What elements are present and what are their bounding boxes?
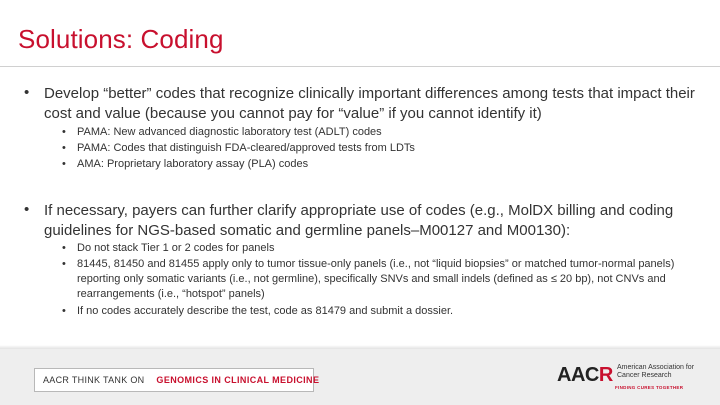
bullet-marker: • bbox=[24, 201, 30, 218]
bullet-marker: • bbox=[24, 84, 30, 101]
sub-bullet-text: PAMA: Codes that distinguish FDA-cleared/approved tests from LDTs bbox=[77, 142, 415, 154]
logo-mark-text: AAC bbox=[557, 364, 599, 386]
sub-bullet-marker: • bbox=[62, 258, 66, 270]
banner-right-text: GENOMICS IN CLINICAL MEDICINE bbox=[156, 375, 320, 385]
sub-bullet-text: 81445, 81450 and 81455 apply only to tumor tissue-only panels (i.e., not “liquid biopsies” or matched tumor-normal panels) reporting only somatic variants (i.e., not germline), specifically SNVs and small indels (defined as ≤ 20 bp), not CNVs and rearrangements (i.e., “hotspot” panels) bbox=[77, 258, 675, 300]
logo-tagline: FINDING CURES TOGETHER bbox=[615, 385, 684, 390]
aacr-logo-mark bbox=[557, 364, 613, 387]
sub-bullet-text: If no codes accurately describe the test, code as 81479 and submit a dossier. bbox=[77, 305, 454, 317]
sub-bullet-marker: • bbox=[62, 142, 66, 154]
think-tank-banner bbox=[34, 368, 320, 392]
aacr-logo bbox=[557, 360, 707, 396]
banner-left-text: AACR THINK TANK ON bbox=[43, 375, 145, 385]
sub-bullet-marker: • bbox=[62, 305, 66, 317]
sub-bullet-text: Do not stack Tier 1 or 2 codes for panels bbox=[77, 242, 275, 254]
sub-bullet-marker: • bbox=[62, 126, 66, 138]
title-divider bbox=[0, 66, 720, 67]
logo-organization-name: American Association for Cancer Research bbox=[617, 364, 695, 379]
sub-bullet-text: PAMA: New advanced diagnostic laboratory test (ADLT) codes bbox=[77, 126, 382, 138]
sub-bullet-text: AMA: Proprietary laboratory assay (PLA) codes bbox=[77, 158, 309, 170]
bullet-text: If necessary, payers can further clarify appropriate use of codes (e.g., MolDX billing and coding guidelines for NGS-based somatic and germline panels–M00127 and M00130): bbox=[44, 202, 674, 239]
slide-title: Solutions: Coding bbox=[18, 24, 224, 54]
sub-bullet-marker: • bbox=[62, 242, 66, 254]
logo-mark-r: R bbox=[598, 364, 613, 386]
sub-bullet-marker: • bbox=[62, 158, 66, 170]
bullet-text: Develop “better” codes that recognize clinically important differences among tests that impact their cost and value (because you cannot pay for “value” if you cannot identify it) bbox=[44, 85, 695, 122]
